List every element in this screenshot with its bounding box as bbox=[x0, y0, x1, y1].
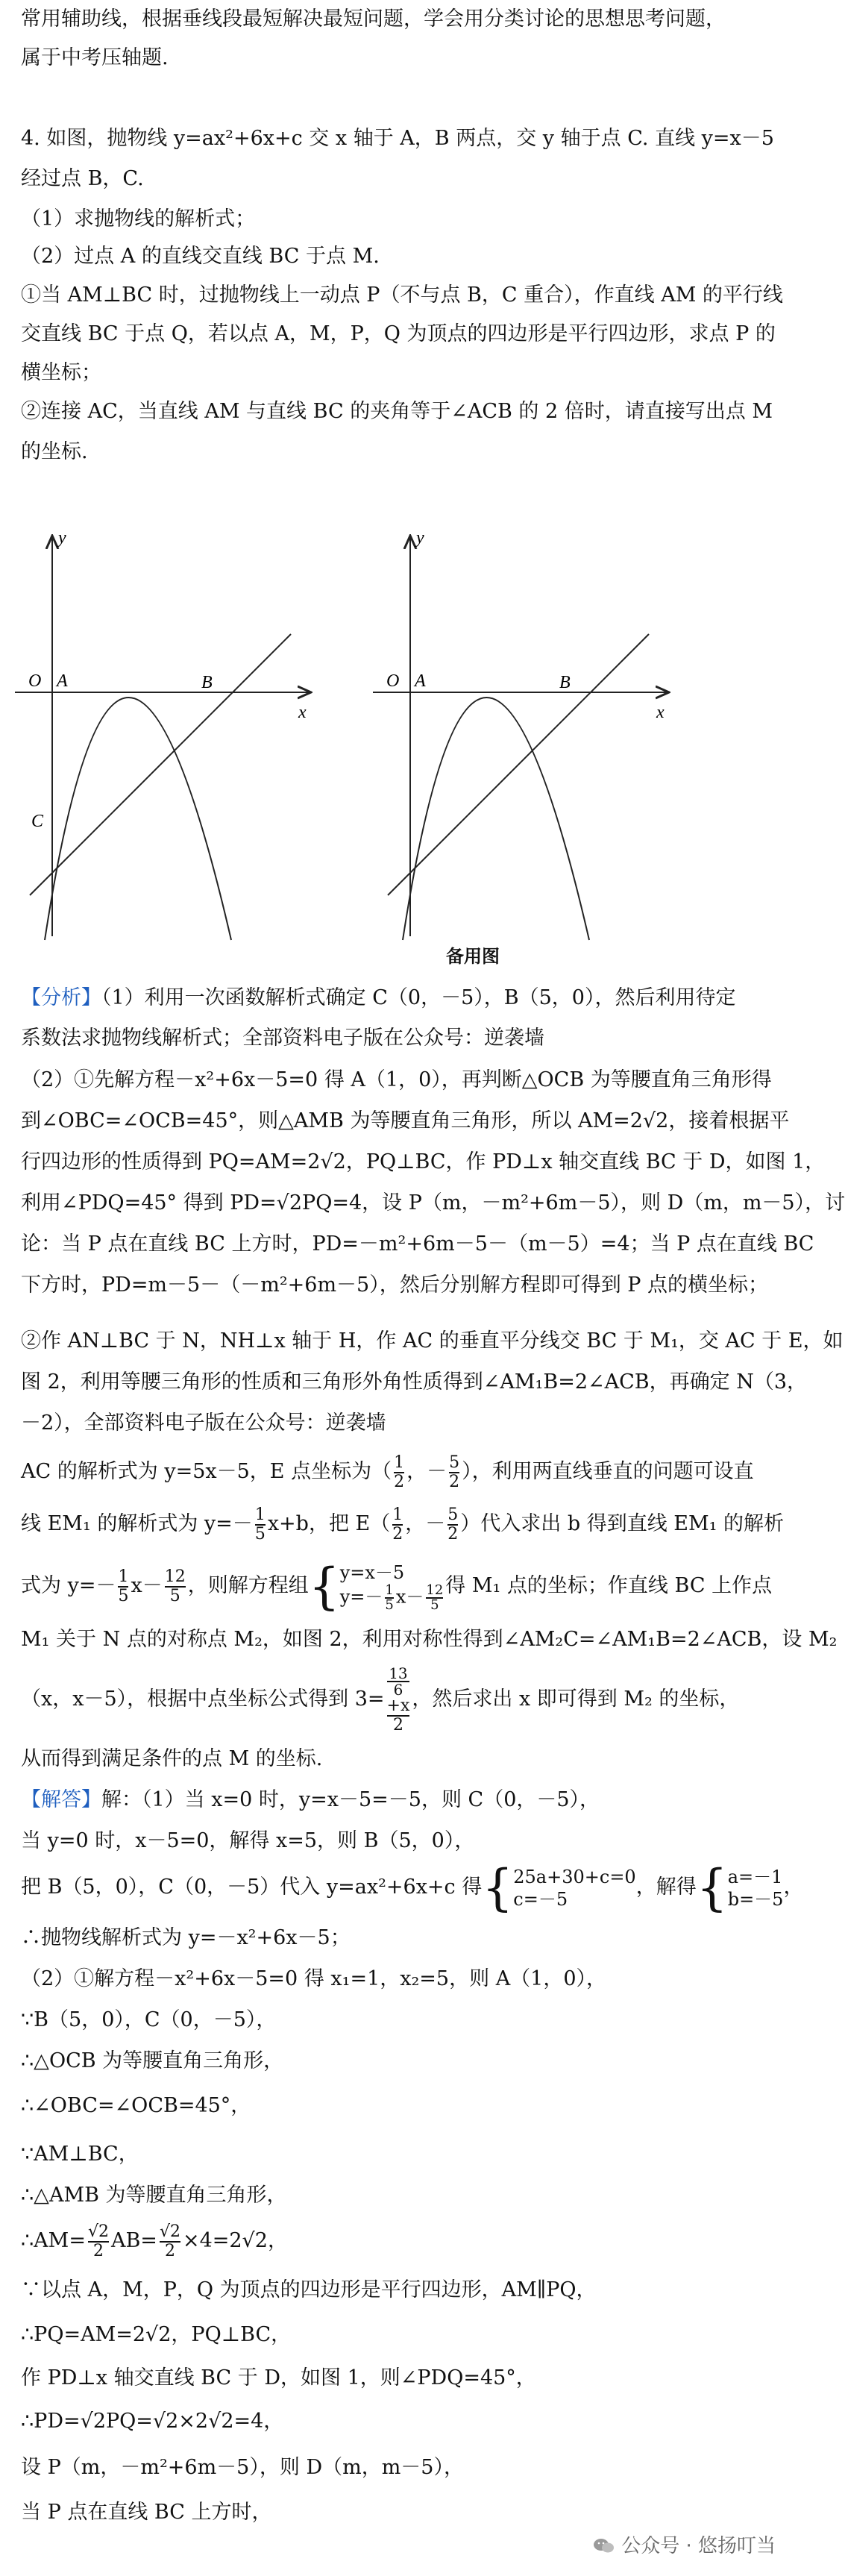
question-2: （2）过点 A 的直线交直线 BC 于点 M. bbox=[21, 245, 380, 268]
denominator: 2 bbox=[447, 1524, 459, 1544]
analysis-line-15: M₁ 关于 N 点的对称点 M₂，如图 2，利用对称性得到∠AM₂C=∠AM₁B=2∠ACB，设 M₂ bbox=[21, 1628, 838, 1651]
watermark-text: 公众号 · 悠扬叮当 bbox=[621, 2535, 776, 2557]
text: 式为 y=－ bbox=[21, 1574, 116, 1597]
text: ），利用两直线垂直的问题可设直 bbox=[462, 1460, 754, 1483]
fraction-1-5 bbox=[385, 1584, 393, 1612]
fraction-1-5 bbox=[118, 1568, 128, 1605]
analysis-line-10: 图 2，利用等腰三角形的性质和三角形外角性质得到∠AM₁B=2∠ACB，再确定 N（3， bbox=[21, 1370, 808, 1394]
analysis-line-5: 行四边形的性质得到 PQ=AM=2√2，PQ⊥BC，作 PD⊥x 轴交直线 BC 于 D，如图 1， bbox=[21, 1150, 826, 1173]
denominator: 2 bbox=[449, 1472, 460, 1491]
text: ∴AM= bbox=[21, 2229, 86, 2252]
answer-line-13: ∴PQ=AM=2√2，PQ⊥BC， bbox=[21, 2323, 292, 2346]
fraction-12-5 bbox=[165, 1568, 186, 1605]
answer-line-1: 解：（1）当 x=0 时，y=x－5=－5，则 C（0，－5）， bbox=[101, 1788, 600, 1811]
text: ×4=2√2， bbox=[182, 2229, 288, 2252]
text: ）代入求出 b 得到直线 EM₁ 的解析 bbox=[460, 1512, 785, 1535]
numerator: 1 bbox=[392, 1505, 403, 1524]
fraction-1-2 bbox=[392, 1506, 403, 1544]
denominator: 2 bbox=[387, 1715, 410, 1734]
numerator: 13 bbox=[389, 1664, 408, 1682]
text: ，解得 bbox=[635, 1875, 697, 1899]
numerator: 1 bbox=[254, 1505, 266, 1524]
analysis-line-17: 从而得到满足条件的点 M 的坐标. bbox=[21, 1747, 323, 1770]
denominator: 6 bbox=[387, 1681, 410, 1697]
denominator: 2 bbox=[392, 1524, 403, 1544]
label-a: A bbox=[415, 671, 426, 691]
text: ， bbox=[405, 1512, 426, 1535]
denominator: 5 bbox=[118, 1586, 129, 1605]
fraction-1-5 bbox=[255, 1506, 266, 1544]
figure-1 bbox=[15, 522, 328, 940]
analysis-line-12: AC 的解析式为 y=5x－5，E 点坐标为（ $\frac{1}{2}$ ，－ $\frac{5}{2}$ ），利用两直线垂直的问题可设直 bbox=[21, 1452, 754, 1491]
figure-2 bbox=[373, 522, 686, 940]
question-2a-line-3: 横坐标； bbox=[21, 361, 101, 384]
equation: 25a+30+c=0 bbox=[513, 1866, 636, 1887]
line-bc bbox=[388, 634, 649, 895]
equation: a=－1 bbox=[727, 1866, 783, 1887]
analysis-tag: 【分析】 bbox=[21, 986, 101, 1009]
fraction-root2-2 bbox=[88, 2223, 109, 2260]
numerator: 1 bbox=[118, 1567, 129, 1586]
analysis-line-8: 下方时，PD=m－5－（－m²+6m－5），然后分别解方程即可得到 P 点的横坐标； bbox=[21, 1273, 769, 1297]
equation: b=－5 bbox=[727, 1888, 784, 1910]
backup-figure-caption: 备用图 bbox=[446, 946, 500, 967]
answer-line-6: ∵B（5，0），C（0，－5）， bbox=[21, 2008, 277, 2031]
label-o: O bbox=[386, 671, 400, 691]
analysis-line-14 bbox=[21, 1556, 789, 1616]
problem-line-2: 经过点 B，C. bbox=[21, 167, 144, 190]
answer-tag: 【解答】 bbox=[21, 1788, 101, 1811]
fraction-midpoint bbox=[387, 1666, 410, 1734]
parabola bbox=[45, 698, 231, 940]
brace: { bbox=[482, 1858, 514, 1917]
analysis-line-1: （1）利用一次函数解析式确定 C（0，－5），B（5，0），然后利用待定 bbox=[101, 986, 736, 1009]
answer-line-5: （2）①解方程－x²+6x－5=0 得 x₁=1，x₂=5，则 A（1，0）， bbox=[21, 1967, 607, 1990]
equation-system bbox=[728, 1866, 784, 1911]
numerator: 5 bbox=[449, 1452, 460, 1472]
equation-system bbox=[513, 1866, 635, 1911]
label-x: x bbox=[656, 703, 665, 722]
denominator: 5 bbox=[385, 1596, 394, 1613]
analysis-line-4: 到∠OBC=∠OCB=45°，则△AMB 为等腰直角三角形，所以 AM=2√2，接着根据平 bbox=[21, 1109, 790, 1132]
fraction-root2-2 bbox=[160, 2223, 180, 2260]
analysis-line-16 bbox=[21, 1662, 789, 1737]
answer-line-14: 作 PD⊥x 轴交直线 BC 于 D，如图 1，则∠PDQ=45°， bbox=[21, 2366, 536, 2389]
fraction-12-5 bbox=[426, 1584, 443, 1612]
label-x: x bbox=[298, 703, 307, 722]
wechat-icon bbox=[593, 2537, 615, 2555]
text: AB= bbox=[110, 2229, 157, 2252]
text: ，然后求出 x 即可得到 M₂ 的坐标， bbox=[412, 1687, 740, 1711]
line-bc bbox=[30, 634, 291, 895]
text: +x bbox=[386, 1696, 410, 1715]
equation bbox=[340, 1584, 446, 1612]
answer-line-7: ∴△OCB 为等腰直角三角形， bbox=[21, 2049, 284, 2072]
intro-line-1: 常用辅助线，根据垂线段最短解决最短问题，学会用分类讨论的思想思考问题， bbox=[21, 7, 726, 31]
intro-line-2: 属于中考压轴题. bbox=[21, 46, 169, 69]
text: ， bbox=[783, 1875, 804, 1899]
analysis-line-13: 线 EM₁ 的解析式为 y=－ $\frac{1}{5}$ x+b，把 E（ $\frac{1}{2}$ ，－ $\frac{5}{2}$ ）代入求出 b 得到直线 EM₁ 的解析 bbox=[21, 1505, 785, 1544]
answer-line-2: 当 y=0 时，x－5=0，解得 x=5，则 B（5，0）， bbox=[21, 1829, 475, 1852]
denominator: 5 bbox=[254, 1524, 266, 1544]
denominator: 5 bbox=[165, 1586, 186, 1605]
numerator bbox=[387, 1666, 410, 1715]
label-y: y bbox=[58, 528, 66, 548]
fraction-5-2 bbox=[447, 1506, 458, 1544]
label-a: A bbox=[57, 671, 68, 691]
question-2a-line-1: ①当 AM⊥BC 时，过抛物线上一动点 P（不与点 B，C 重合），作直线 AM 的平行线 bbox=[21, 283, 783, 307]
text: ，则解方程组 bbox=[187, 1574, 309, 1597]
denominator: 2 bbox=[160, 2241, 180, 2260]
text: 把 B（5，0），C（0，－5）代入 y=ax²+6x+c 得 bbox=[21, 1875, 483, 1899]
answer-line-12: ∵以点 A，M，P，Q 为顶点的四边形是平行四边形，AM∥PQ， bbox=[21, 2278, 597, 2301]
equation: y=x－5 bbox=[339, 1561, 405, 1583]
text: ， bbox=[406, 1460, 427, 1483]
question-2b-line-1: ②连接 AC，当直线 AM 与直线 BC 的夹角等于∠ACB 的 2 倍时，请直接写出点 M bbox=[21, 400, 773, 423]
denominator: 2 bbox=[88, 2241, 109, 2260]
numerator: 1 bbox=[385, 1582, 394, 1598]
answer-line-17: 当 P 点在直线 BC 上方时， bbox=[21, 2501, 272, 2524]
fraction-1-2 bbox=[394, 1454, 404, 1491]
text: 线 EM₁ 的解析式为 y=－ bbox=[21, 1512, 253, 1535]
question-1: （1）求抛物线的解析式； bbox=[21, 207, 256, 231]
parabola bbox=[403, 698, 589, 940]
numerator: √2 bbox=[159, 2222, 180, 2241]
equation: c=－5 bbox=[513, 1888, 568, 1910]
problem-line-1: 4. 如图，抛物线 y=ax²+6x+c 交 x 轴于 A，B 两点，交 y 轴于点 C. 直线 y=x－5 bbox=[21, 127, 774, 150]
text: x+b，把 E（ bbox=[267, 1512, 391, 1535]
brace: { bbox=[696, 1858, 728, 1917]
label-c: C bbox=[31, 812, 44, 831]
analysis-line-6: 利用∠PDQ=45° 得到 PD=√2PQ=4，设 P（m，－m²+6m－5），则 D（m，m－5），讨 bbox=[21, 1191, 845, 1215]
text: 得 M₁ 点的坐标；作直线 BC 上作点 bbox=[445, 1574, 773, 1597]
fraction-13-6 bbox=[387, 1666, 410, 1697]
question-2a-line-2: 交直线 BC 于点 Q，若以点 A，M，P，Q 为顶点的四边形是平行四边形，求点 P 的 bbox=[21, 322, 776, 345]
answer-line-15: ∴PD=√2PQ=√2×2√2=4， bbox=[21, 2410, 284, 2433]
text: y=－ bbox=[339, 1586, 383, 1607]
analysis-line-2: 系数法求抛物线解析式；全部资料电子版在公众号：逆袭墙 bbox=[21, 1027, 544, 1050]
brace: { bbox=[308, 1557, 340, 1615]
question-2b-line-2: 的坐标. bbox=[21, 440, 88, 463]
watermark bbox=[593, 2530, 776, 2558]
answer-line-4: ∴抛物线解析式为 y=－x²+6x－5； bbox=[21, 1926, 351, 1949]
fraction-5-2 bbox=[449, 1454, 459, 1491]
label-b: B bbox=[201, 673, 213, 692]
analysis-line-9: ②作 AN⊥BC 于 N，NH⊥x 轴于 H，作 AC 的垂直平分线交 BC 于 M₁，交 AC 于 E，如 bbox=[21, 1329, 844, 1353]
text: x－ bbox=[131, 1574, 163, 1597]
analysis-line-11: －2），全部资料电子版在公众号：逆袭墙 bbox=[21, 1411, 386, 1435]
answer-line-16: 设 P（m，－m²+6m－5），则 D（m，m－5）， bbox=[21, 2456, 464, 2479]
label-b: B bbox=[559, 673, 571, 692]
answer-line-8: ∴∠OBC=∠OCB=45°， bbox=[21, 2094, 251, 2117]
numerator: √2 bbox=[87, 2222, 109, 2241]
text: （x，x－5），根据中点坐标公式得到 3= bbox=[21, 1687, 385, 1711]
text: AC 的解析式为 y=5x－5，E 点坐标为（ bbox=[21, 1460, 392, 1483]
equation-system bbox=[340, 1561, 446, 1612]
analysis-line-7: 论：当 P 点在直线 BC 上方时，PD=－m²+6m－5－（m－5）=4；当 P 点在直线 BC bbox=[21, 1232, 814, 1256]
denominator: 2 bbox=[394, 1472, 405, 1491]
analysis-line-3: （2）①先解方程－x²+6x－5=0 得 A（1，0），再判断△OCB 为等腰直角三角形得 bbox=[21, 1068, 772, 1091]
answer-line-10: ∴△AMB 为等腰直角三角形， bbox=[21, 2184, 287, 2207]
answer-line-9: ∵AM⊥BC， bbox=[21, 2143, 139, 2166]
denominator: 5 bbox=[426, 1597, 443, 1612]
numerator: 5 bbox=[447, 1505, 459, 1524]
text: x－ bbox=[395, 1586, 424, 1607]
answer-line-3 bbox=[21, 1858, 804, 1917]
numerator: 12 bbox=[426, 1582, 444, 1598]
label-o: O bbox=[28, 671, 42, 691]
answer-line-11 bbox=[21, 2217, 789, 2265]
numerator: 1 bbox=[394, 1452, 405, 1472]
numerator: 12 bbox=[164, 1567, 186, 1586]
label-y: y bbox=[416, 528, 424, 548]
